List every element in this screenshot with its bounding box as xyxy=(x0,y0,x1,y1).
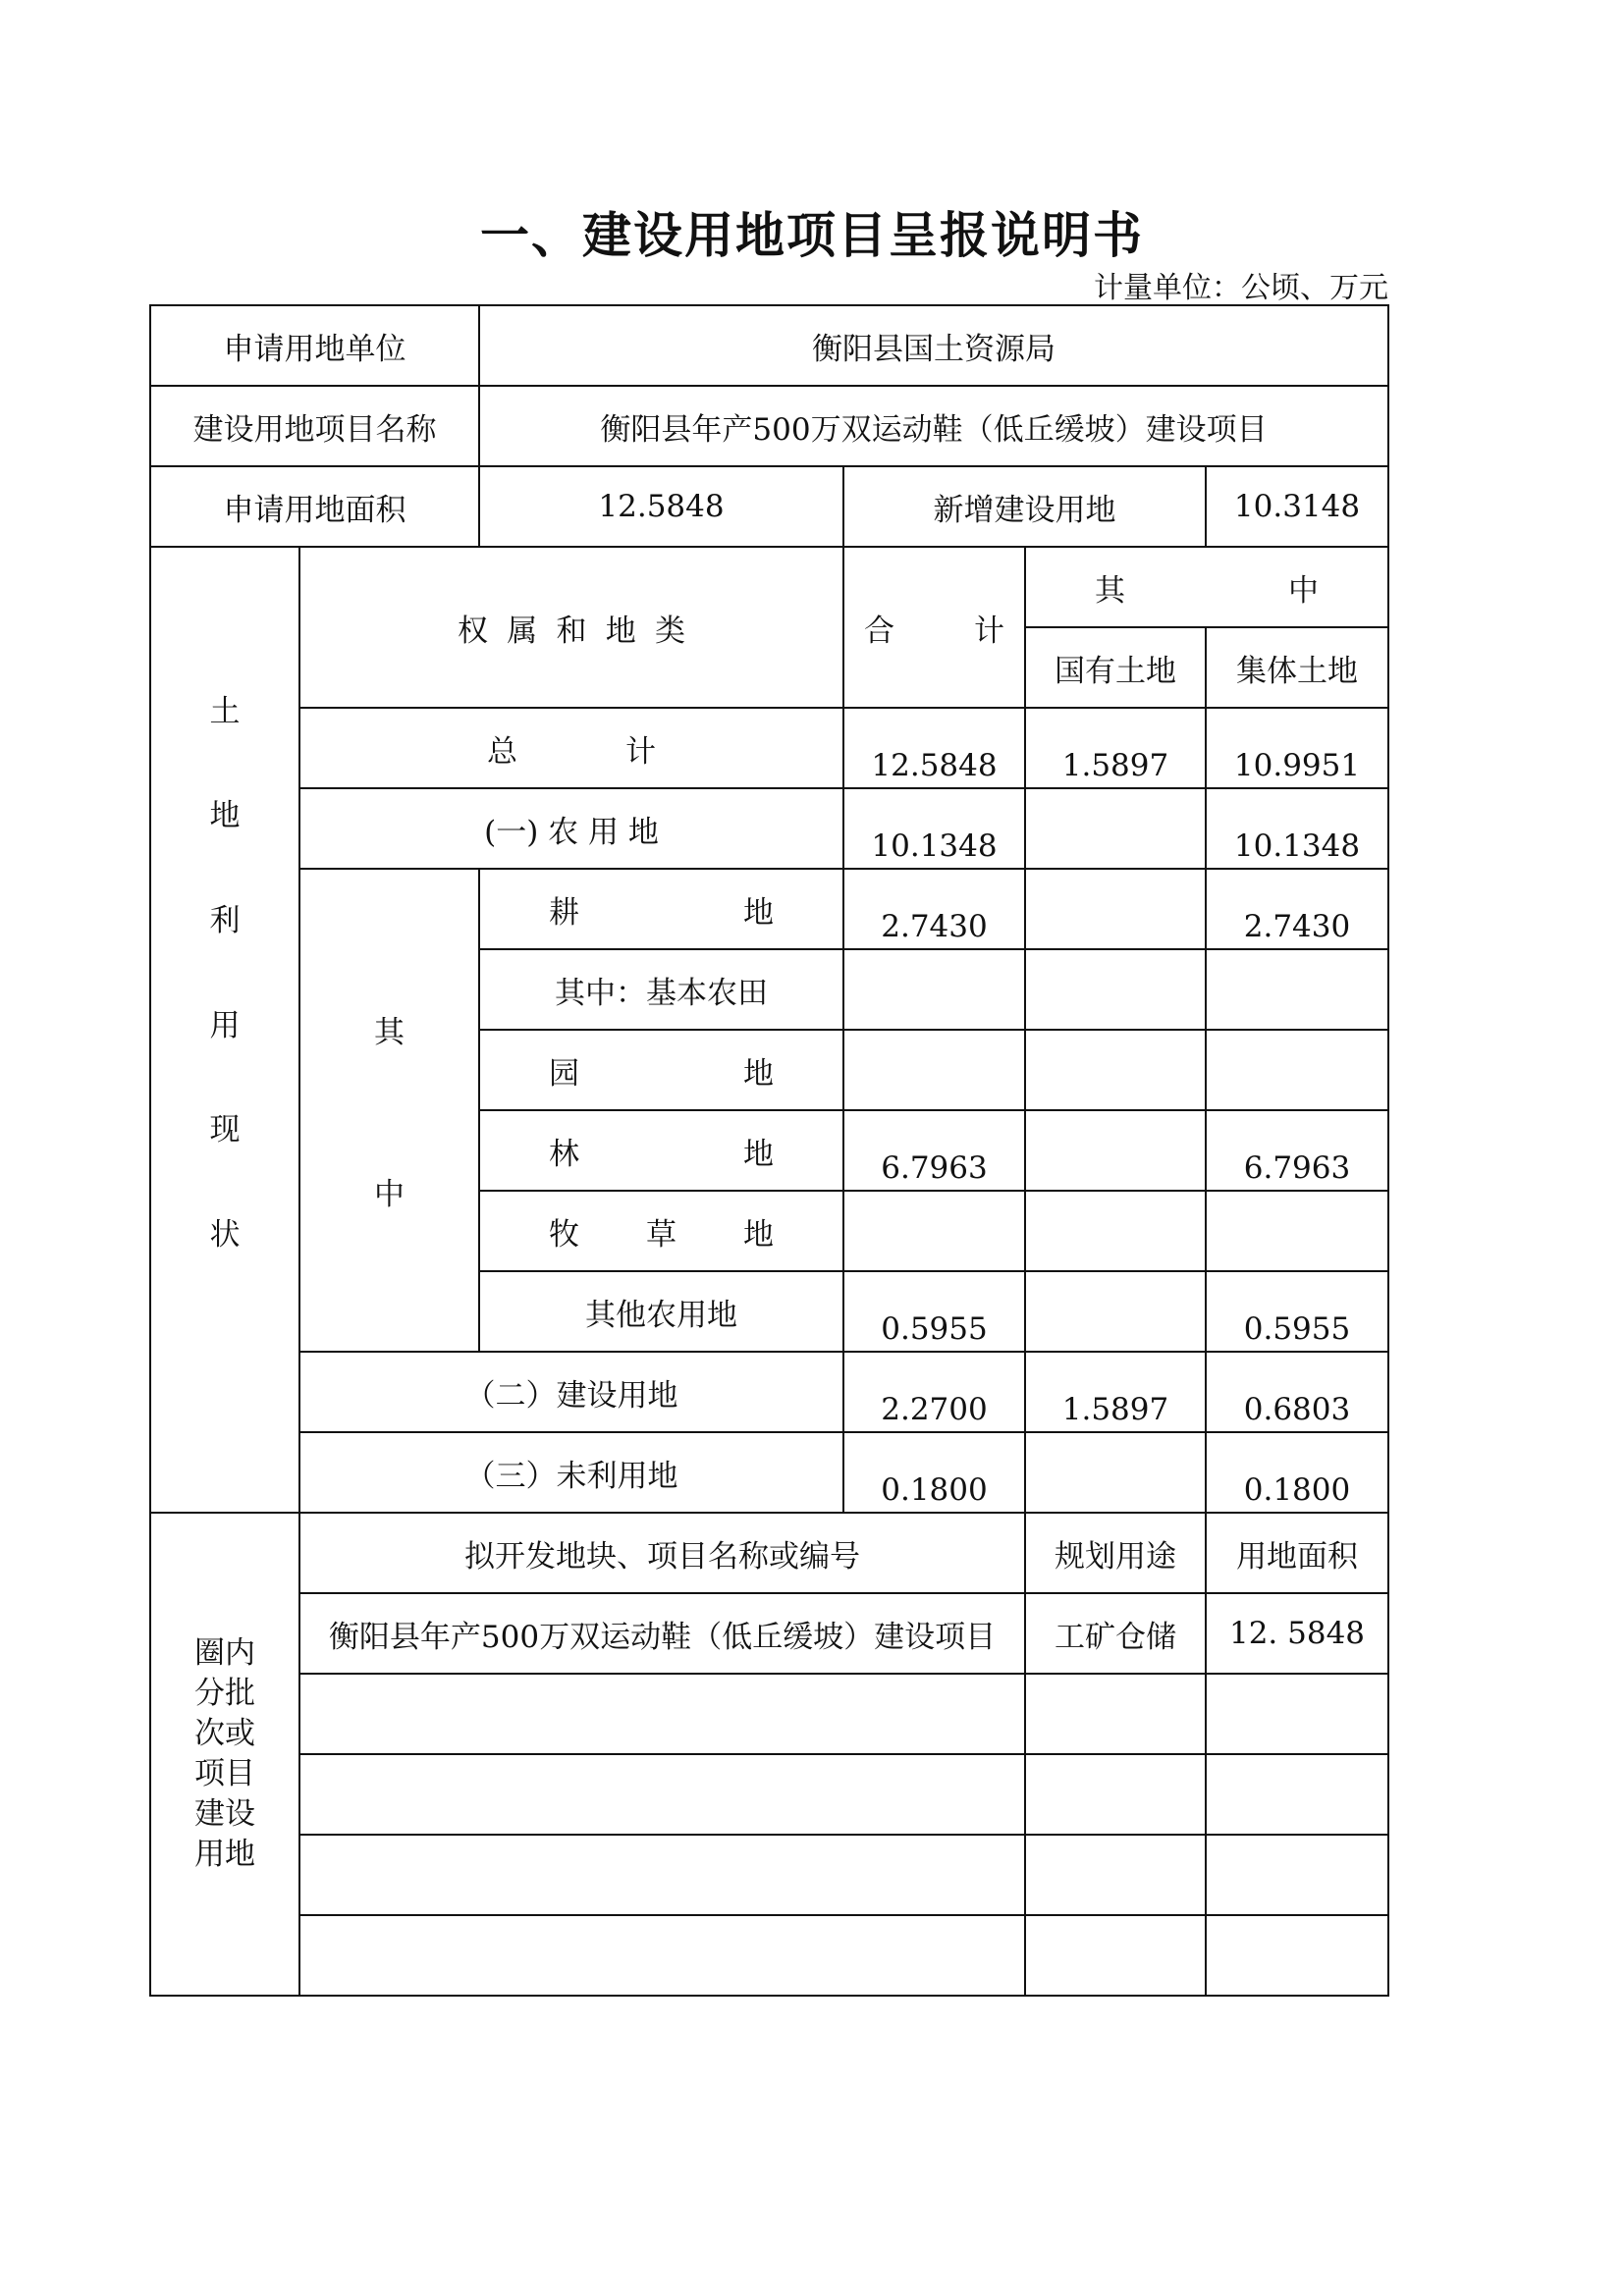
forest-label xyxy=(479,1110,843,1191)
batch-header-use: 规划用途 xyxy=(1025,1513,1206,1593)
forest-total: 6.7963 xyxy=(843,1110,1025,1191)
batch-row xyxy=(150,1754,1388,1835)
garden-char: 地 xyxy=(743,1055,774,1092)
total-label xyxy=(299,708,843,788)
header-category-char: 地 xyxy=(605,613,636,649)
pasture-char: 地 xyxy=(743,1216,774,1253)
total-collective: 10.9951 xyxy=(1206,708,1388,788)
garden-collective xyxy=(1206,1030,1388,1110)
project-name-value: 衡阳县年产500万双运动鞋（低丘缓坡）建设项目 xyxy=(479,386,1388,466)
header-among xyxy=(1025,547,1388,627)
header-category-char: 属 xyxy=(507,613,538,649)
construction-total: 2.2700 xyxy=(843,1352,1025,1432)
pasture-total xyxy=(843,1191,1025,1271)
batch-area: 12. 5848 xyxy=(1206,1593,1388,1674)
batch-row xyxy=(150,1915,1388,1996)
agri-label: (一) 农 用 地 xyxy=(299,788,843,869)
applicant-value: 衡阳县国土资源局 xyxy=(479,305,1388,386)
land-use-header-row xyxy=(150,547,1388,627)
batch-side-text: 圈内分批次或项目建设用地 xyxy=(194,1635,255,1872)
garden-total xyxy=(843,1030,1025,1110)
unit-note: 计量单位：公顷、万元 xyxy=(1094,271,1388,305)
header-among-char: 中 xyxy=(1288,572,1319,609)
construction-row xyxy=(150,1352,1388,1432)
batch-use xyxy=(1025,1835,1206,1915)
applicant-label: 申请用地单位 xyxy=(150,305,479,386)
forest-collective: 6.7963 xyxy=(1206,1110,1388,1191)
project-name-label: 建设用地项目名称 xyxy=(150,386,479,466)
batch-row xyxy=(150,1674,1388,1754)
arable-state xyxy=(1025,869,1206,949)
construction-state: 1.5897 xyxy=(1025,1352,1206,1432)
other-agri-state xyxy=(1025,1271,1206,1352)
batch-use: 工矿仓储 xyxy=(1025,1593,1206,1674)
agri-collective: 10.1348 xyxy=(1206,788,1388,869)
project-name-row xyxy=(150,386,1388,466)
among-side-char: 其 xyxy=(374,1015,405,1050)
header-state-land: 国有土地 xyxy=(1025,627,1206,708)
applicant-row xyxy=(150,305,1388,386)
page-title: 一、建设用地项目呈报说明书 xyxy=(480,207,1144,264)
batch-header-name: 拟开发地块、项目名称或编号 xyxy=(299,1513,1025,1593)
unused-state xyxy=(1025,1432,1206,1513)
batch-header-area: 用地面积 xyxy=(1206,1513,1388,1593)
side-char: 现 xyxy=(209,1112,241,1148)
side-char: 用 xyxy=(209,1007,241,1043)
batch-row xyxy=(150,1835,1388,1915)
header-category-char: 权 xyxy=(458,613,488,649)
batch-use xyxy=(1025,1754,1206,1835)
side-char: 地 xyxy=(209,798,241,834)
arable-label xyxy=(479,869,843,949)
header-among-char: 其 xyxy=(1095,572,1125,609)
batch-name xyxy=(299,1754,1025,1835)
among-side-char: 中 xyxy=(374,1177,405,1212)
batch-area xyxy=(1206,1674,1388,1754)
batch-row xyxy=(150,1593,1388,1674)
unused-row xyxy=(150,1432,1388,1513)
header-total-char: 计 xyxy=(974,613,1004,649)
batch-use xyxy=(1025,1915,1206,1996)
garden-state xyxy=(1025,1030,1206,1110)
header-category xyxy=(299,547,843,708)
unused-label: （三）未利用地 xyxy=(299,1432,843,1513)
batch-name xyxy=(299,1674,1025,1754)
total-state: 1.5897 xyxy=(1025,708,1206,788)
area-row xyxy=(150,466,1388,547)
arable-collective: 2.7430 xyxy=(1206,869,1388,949)
batch-area xyxy=(1206,1835,1388,1915)
land-use-side-label xyxy=(150,547,299,1513)
new-construction-label: 新增建设用地 xyxy=(843,466,1206,547)
side-char: 状 xyxy=(209,1217,241,1254)
agri-row xyxy=(150,788,1388,869)
header-collective-land: 集体土地 xyxy=(1206,627,1388,708)
basic-farmland-label: 其中：基本农田 xyxy=(479,949,843,1030)
forest-char: 地 xyxy=(743,1136,774,1172)
total-char: 总 xyxy=(487,733,517,770)
application-form-table xyxy=(149,304,1389,1997)
among-side-label xyxy=(299,869,479,1352)
header-total-char: 合 xyxy=(864,613,894,649)
batch-header-row xyxy=(150,1513,1388,1593)
arable-total: 2.7430 xyxy=(843,869,1025,949)
side-char: 利 xyxy=(209,903,241,939)
agri-state xyxy=(1025,788,1206,869)
total-row xyxy=(150,708,1388,788)
forest-state xyxy=(1025,1110,1206,1191)
pasture-state xyxy=(1025,1191,1206,1271)
unused-collective: 0.1800 xyxy=(1206,1432,1388,1513)
basic-total xyxy=(843,949,1025,1030)
construction-collective: 0.6803 xyxy=(1206,1352,1388,1432)
arable-char: 地 xyxy=(743,894,774,931)
construction-label: （二）建设用地 xyxy=(299,1352,843,1432)
batch-name xyxy=(299,1835,1025,1915)
unused-total: 0.1800 xyxy=(843,1432,1025,1513)
total-char: 计 xyxy=(625,733,656,770)
other-agri-label: 其他农用地 xyxy=(479,1271,843,1352)
garden-char: 园 xyxy=(549,1055,579,1092)
other-agri-total: 0.5955 xyxy=(843,1271,1025,1352)
pasture-collective xyxy=(1206,1191,1388,1271)
forest-char: 林 xyxy=(549,1136,579,1172)
arable-row xyxy=(150,869,1388,949)
garden-label xyxy=(479,1030,843,1110)
other-agri-collective: 0.5955 xyxy=(1206,1271,1388,1352)
arable-char: 耕 xyxy=(549,894,579,931)
basic-collective xyxy=(1206,949,1388,1030)
area-label: 申请用地面积 xyxy=(150,466,479,547)
header-total xyxy=(843,547,1025,708)
basic-state xyxy=(1025,949,1206,1030)
pasture-label xyxy=(479,1191,843,1271)
batch-name xyxy=(299,1915,1025,1996)
batch-side-label xyxy=(150,1513,299,1996)
side-char: 土 xyxy=(209,693,241,729)
area-value: 12.5848 xyxy=(479,466,843,547)
total-total: 12.5848 xyxy=(843,708,1025,788)
header-category-char: 类 xyxy=(655,613,685,649)
batch-area xyxy=(1206,1754,1388,1835)
header-category-char: 和 xyxy=(556,613,587,649)
pasture-char: 草 xyxy=(646,1216,677,1253)
batch-name: 衡阳县年产500万双运动鞋（低丘缓坡）建设项目 xyxy=(299,1593,1025,1674)
agri-total: 10.1348 xyxy=(843,788,1025,869)
batch-use xyxy=(1025,1674,1206,1754)
pasture-char: 牧 xyxy=(549,1216,579,1253)
batch-area xyxy=(1206,1915,1388,1996)
new-construction-value: 10.3148 xyxy=(1206,466,1388,547)
